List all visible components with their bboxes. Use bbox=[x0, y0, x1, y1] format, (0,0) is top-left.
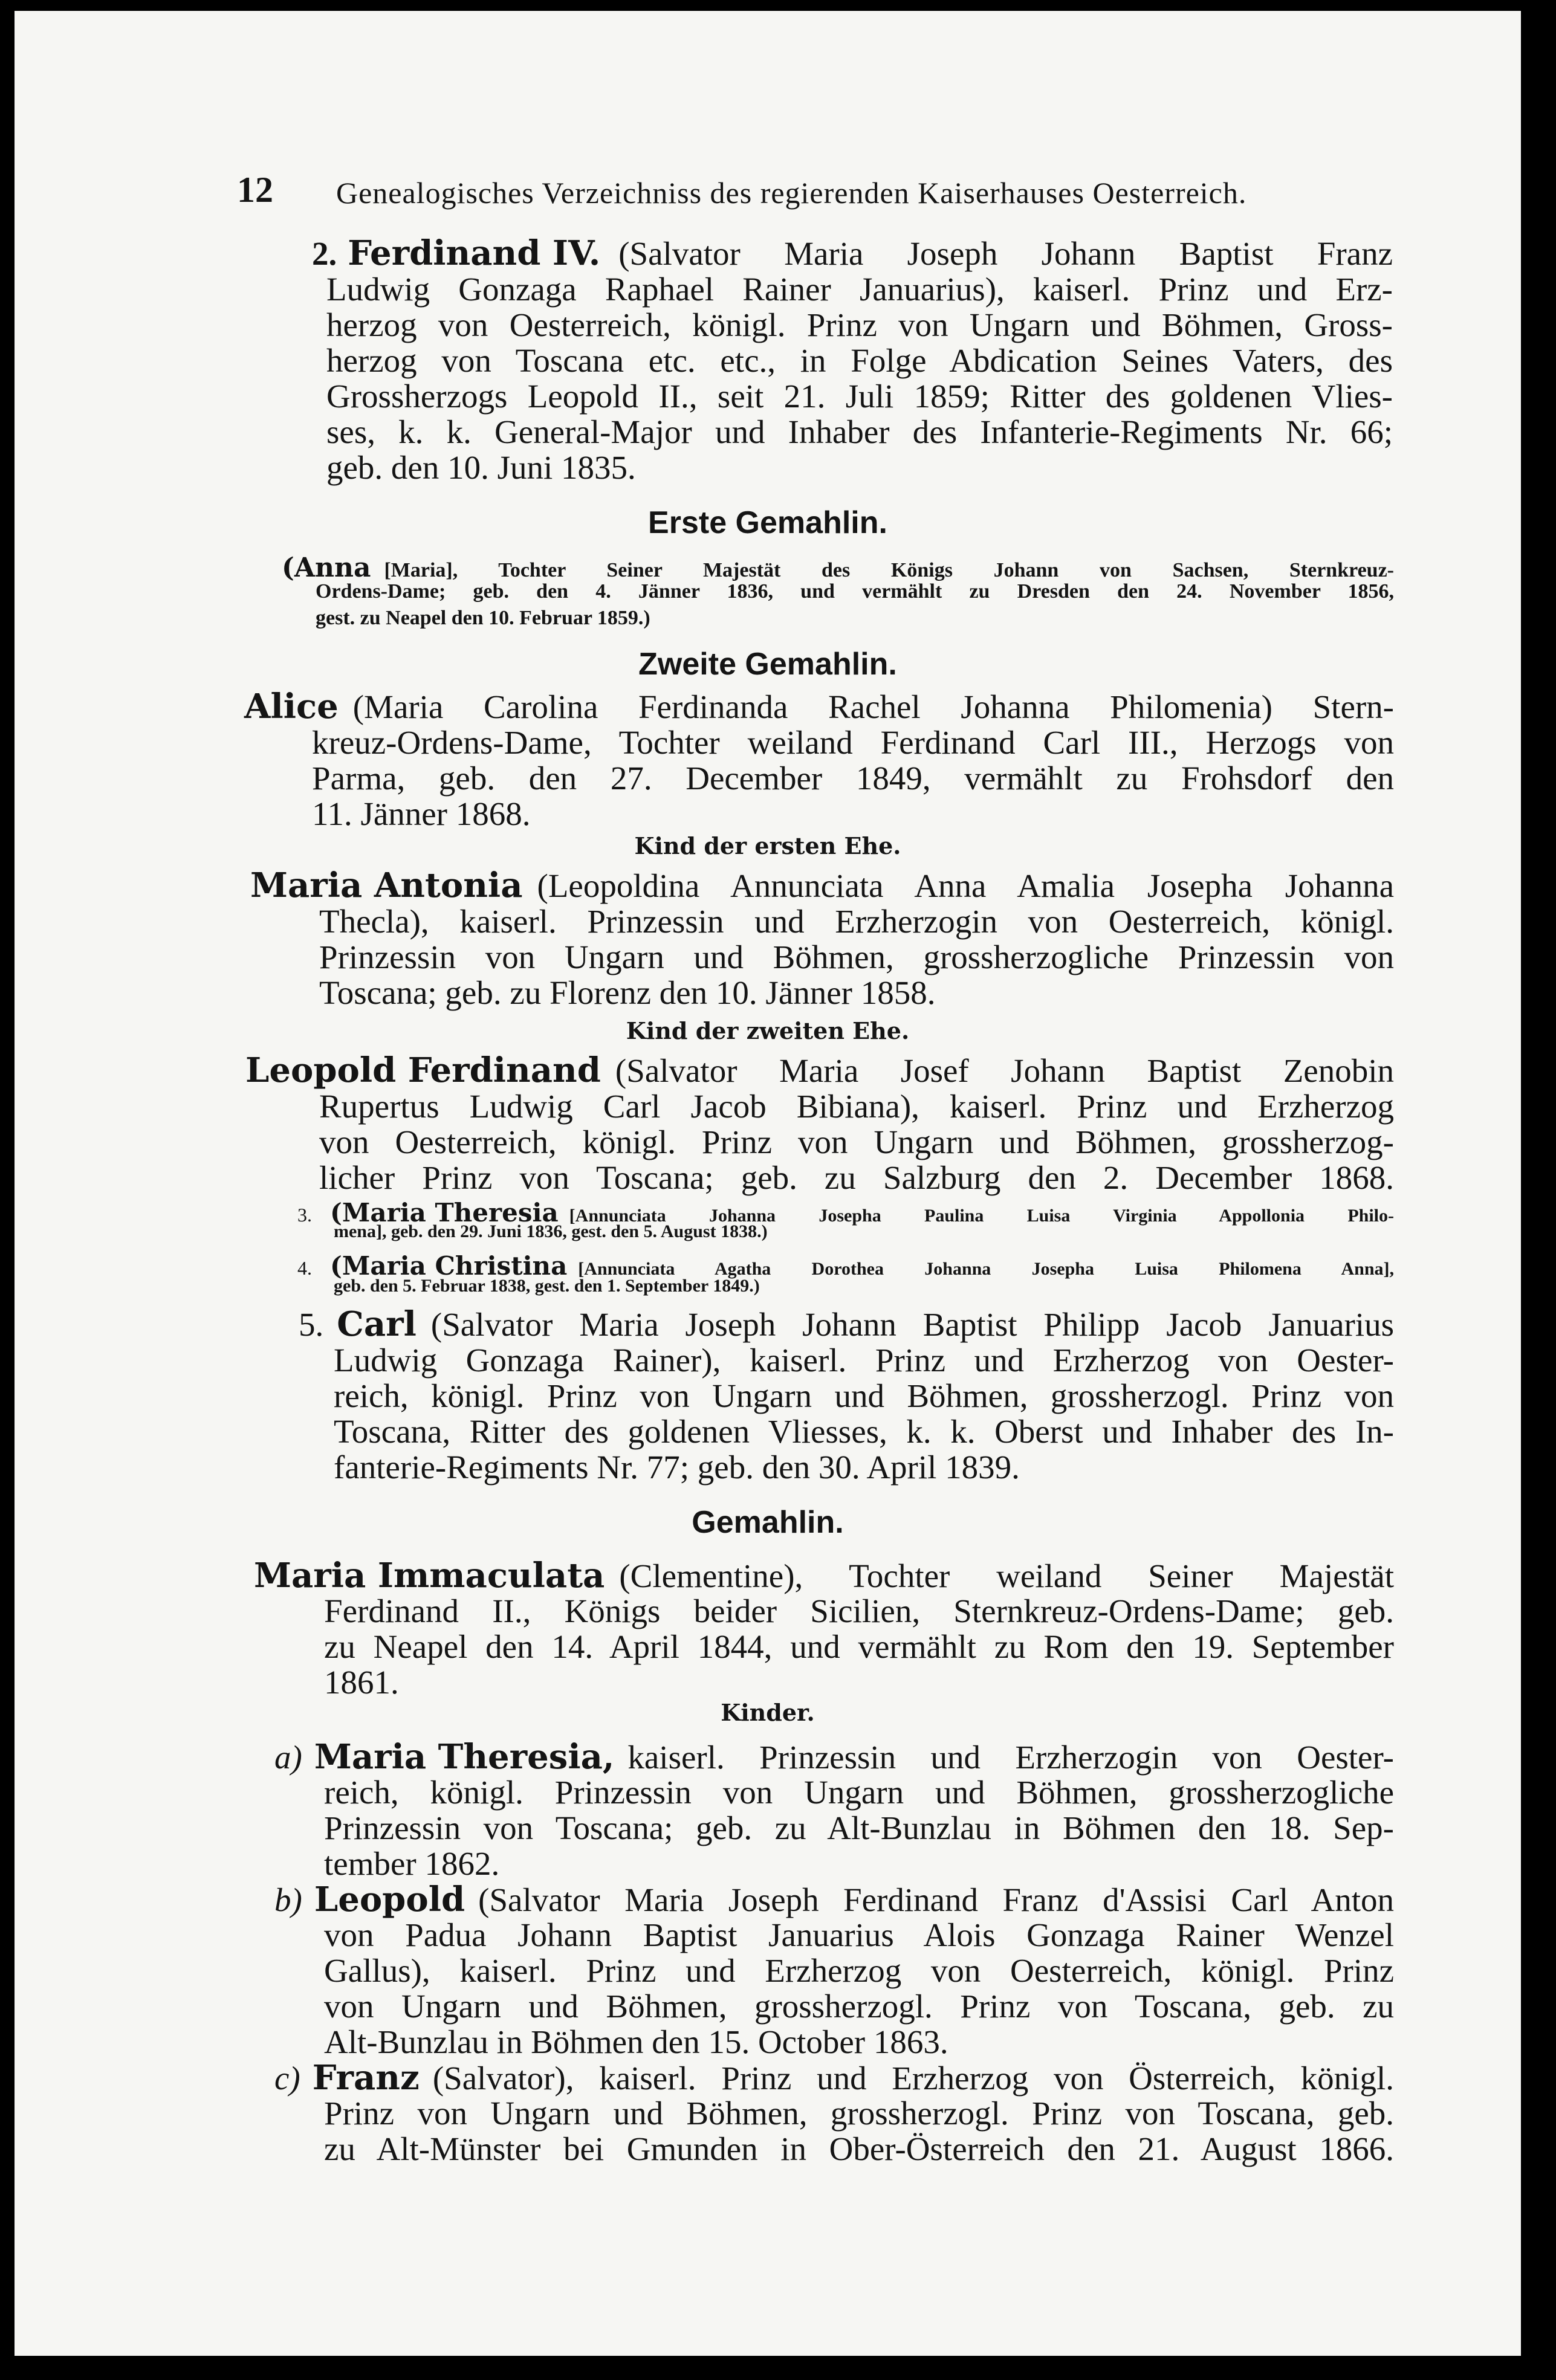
entry-first-line bbox=[254, 1558, 1394, 1594]
text-line: [Annunciata Johanna Josepha Paulina Luisa Virginia Appollonia Philo- bbox=[569, 1206, 1394, 1226]
text-line: Ludwig Gonzaga Raphael Rainer Januarius), kaiserl. Prinz und Erz- bbox=[326, 271, 1393, 308]
person-name: Maria Antonia bbox=[250, 865, 523, 905]
entry-first-line bbox=[245, 1050, 1394, 1090]
text-line: zu Neapel den 14. April 1844, und vermählt zu Rom den 19. September bbox=[324, 1628, 1394, 1665]
entry-first-line bbox=[274, 1739, 1394, 1775]
person-name: Franz bbox=[312, 2058, 420, 2098]
entry-number: 5. bbox=[299, 1306, 324, 1343]
entry-number: 4. bbox=[297, 1257, 312, 1279]
person-name: Maria Immaculata bbox=[254, 1556, 605, 1596]
heading-kinder: Kinder. bbox=[721, 1699, 815, 1726]
entry-first-line bbox=[274, 2060, 1394, 2096]
text-line: gest. zu Neapel den 10. Februar 1859.) bbox=[316, 607, 650, 629]
text-line: (Salvator Maria Joseph Ferdinand Franz d'Assisi Carl Anton bbox=[478, 1881, 1394, 1918]
text-line: Toscana, Ritter des goldenen Vliesses, k. k. Oberst und Inhaber des In- bbox=[334, 1413, 1394, 1450]
entry-first-line bbox=[299, 1304, 1394, 1344]
text-line: geb. den 10. Juni 1835. bbox=[326, 449, 636, 486]
text-line: (Leopoldina Annunciata Anna Amalia Josepha Johanna bbox=[537, 867, 1394, 904]
text-line: Prinzessin von Toscana; geb. zu Alt-Bunzlau in Böhmen den 18. Sep- bbox=[324, 1809, 1394, 1846]
text-line: mena], geb. den 29. Juni 1836, gest. den 5. August 1838.) bbox=[334, 1221, 768, 1241]
heading-zweite-gemahlin: Zweite Gemahlin. bbox=[638, 647, 897, 682]
text-line: ses, k. k. General-Major und Inhaber des Infanterie-Regiments Nr. 66; bbox=[326, 413, 1393, 450]
entry-first-line bbox=[250, 865, 1394, 905]
text-line: (Salvator Maria Joseph Johann Baptist Philipp Jacob Januarius bbox=[430, 1306, 1394, 1343]
text-line: Prinz von Ungarn und Böhmen, grossherzogl. Prinz von Toscana, geb. bbox=[324, 2095, 1394, 2132]
text-line: (Salvator Maria Joseph Johann Baptist Franz bbox=[618, 235, 1393, 272]
text-line: von Ungarn und Böhmen, grossherzogl. Prinz von Toscana, geb. zu bbox=[324, 1988, 1394, 2025]
text-line: von Oesterreich, königl. Prinz von Ungarn und Böhmen, grossherzog- bbox=[319, 1124, 1394, 1160]
text-line: licher Prinz von Toscana; geb. zu Salzburg den 2. December 1868. bbox=[319, 1159, 1394, 1196]
text-line: Ferdinand II., Königs beider Sicilien, Sternkreuz-Ordens-Dame; geb. bbox=[324, 1593, 1394, 1629]
text-line: [Maria], Tochter Seiner Majestät des Königs Johann von Sachsen, Sternkreuz- bbox=[384, 559, 1394, 581]
text-line: Gallus), kaiserl. Prinz und Erzherzog von Oesterreich, königl. Prinz bbox=[324, 1952, 1394, 1989]
text-line: Thecla), kaiserl. Prinzessin und Erzherzogin von Oesterreich, königl. bbox=[319, 903, 1394, 940]
person-name: (Maria Theresia bbox=[330, 1198, 559, 1227]
entry-first-line bbox=[312, 233, 1393, 273]
page-header bbox=[15, 169, 1521, 224]
person-name: (Maria Christina bbox=[330, 1251, 568, 1281]
text-line: (Maria Carolina Ferdinanda Rachel Johanna Philomenia) Stern- bbox=[352, 688, 1394, 725]
list-letter: c) bbox=[274, 2060, 300, 2097]
heading-kind-zweite-ehe: Kind der zweiten Ehe. bbox=[626, 1017, 910, 1044]
text-line: Toscana; geb. zu Florenz den 10. Jänner 1858. bbox=[319, 974, 936, 1011]
list-letter: b) bbox=[274, 1881, 302, 1918]
running-title: Genealogisches Verzeichniss des regierenden Kaiserhauses Oesterreich. bbox=[336, 176, 1247, 210]
heading-erste-gemahlin: Erste Gemahlin. bbox=[648, 505, 887, 540]
text-line: kreuz-Ordens-Dame, Tochter weiland Ferdinand Carl III., Herzogs von bbox=[312, 724, 1394, 761]
person-name: Alice bbox=[244, 687, 339, 726]
person-name: Ferdinand IV. bbox=[348, 233, 601, 273]
text-line: Alt-Bunzlau in Böhmen den 15. October 1863. bbox=[324, 2023, 948, 2060]
text-line: kaiserl. Prinzessin und Erzherzogin von Oester- bbox=[627, 1739, 1394, 1776]
person-name: Carl bbox=[337, 1304, 417, 1344]
entry-first-line bbox=[244, 689, 1394, 725]
text-line: 11. Jänner 1868. bbox=[312, 795, 531, 832]
person-name: (Anna bbox=[282, 552, 371, 583]
text-line: Rupertus Ludwig Carl Jacob Bibiana), kaiserl. Prinz und Erzherzog bbox=[319, 1088, 1394, 1125]
text-line: Prinzessin von Ungarn und Böhmen, grossherzogliche Prinzessin von bbox=[319, 939, 1394, 975]
text-line: [Annunciata Agatha Dorothea Johanna Josepha Luisa Philomena Anna], bbox=[578, 1259, 1394, 1279]
page-number: 12 bbox=[237, 170, 273, 210]
person-name: Leopold bbox=[314, 1880, 465, 1919]
entry-first-line bbox=[274, 1882, 1394, 1918]
list-letter: a) bbox=[274, 1739, 302, 1776]
text-line: fanterie-Regiments Nr. 77; geb. den 30. April 1839. bbox=[334, 1449, 1020, 1486]
text-line: herzog von Oesterreich, königl. Prinz von Ungarn und Böhmen, Gross- bbox=[326, 306, 1393, 343]
heading-kind-erste-ehe: Kind der ersten Ehe. bbox=[634, 832, 901, 859]
person-name: Leopold Ferdinand bbox=[245, 1050, 601, 1090]
entry-number: 2. bbox=[312, 235, 337, 272]
text-line: reich, königl. Prinz von Ungarn und Böhmen, grossherzogl. Prinz von bbox=[334, 1377, 1394, 1414]
text-line: (Clementine), Tochter weiland Seiner Majestät bbox=[619, 1557, 1394, 1594]
text-line: herzog von Toscana etc. etc., in Folge Abdication Seines Vaters, des bbox=[326, 342, 1393, 379]
text-line: tember 1862. bbox=[324, 1845, 500, 1882]
text-line: 1861. bbox=[324, 1664, 399, 1701]
text-line: Parma, geb. den 27. December 1849, vermählt zu Frohsdorf den bbox=[312, 760, 1394, 797]
text-line: Ludwig Gonzaga Rainer), kaiserl. Prinz und Erzherzog von Oester- bbox=[334, 1342, 1394, 1379]
text-line: Ordens-Dame; geb. den 4. Jänner 1836, und vermählt zu Dresden den 24. November 1856, bbox=[316, 580, 1394, 603]
text-line: (Salvator Maria Josef Johann Baptist Zenobin bbox=[615, 1052, 1394, 1089]
text-line: (Salvator), kaiserl. Prinz und Erzherzog von Österreich, königl. bbox=[432, 2060, 1394, 2097]
book-page bbox=[15, 11, 1521, 2356]
heading-gemahlin: Gemahlin. bbox=[692, 1505, 844, 1540]
text-line: von Padua Johann Baptist Januarius Alois Gonzaga Rainer Wenzel bbox=[324, 1916, 1394, 1953]
text-line: zu Alt-Münster bei Gmunden in Ober-Österreich den 21. August 1866. bbox=[324, 2130, 1394, 2167]
text-line: geb. den 5. Februar 1838, gest. den 1. September 1849.) bbox=[334, 1276, 760, 1296]
text-line: Grossherzogs Leopold II., seit 21. Juli 1859; Ritter des goldenen Vlies- bbox=[326, 378, 1393, 415]
entry-number: 3. bbox=[297, 1204, 312, 1226]
person-name: Maria Theresia, bbox=[314, 1737, 615, 1777]
text-line: reich, königl. Prinzessin von Ungarn und Böhmen, grossherzogliche bbox=[324, 1774, 1394, 1811]
